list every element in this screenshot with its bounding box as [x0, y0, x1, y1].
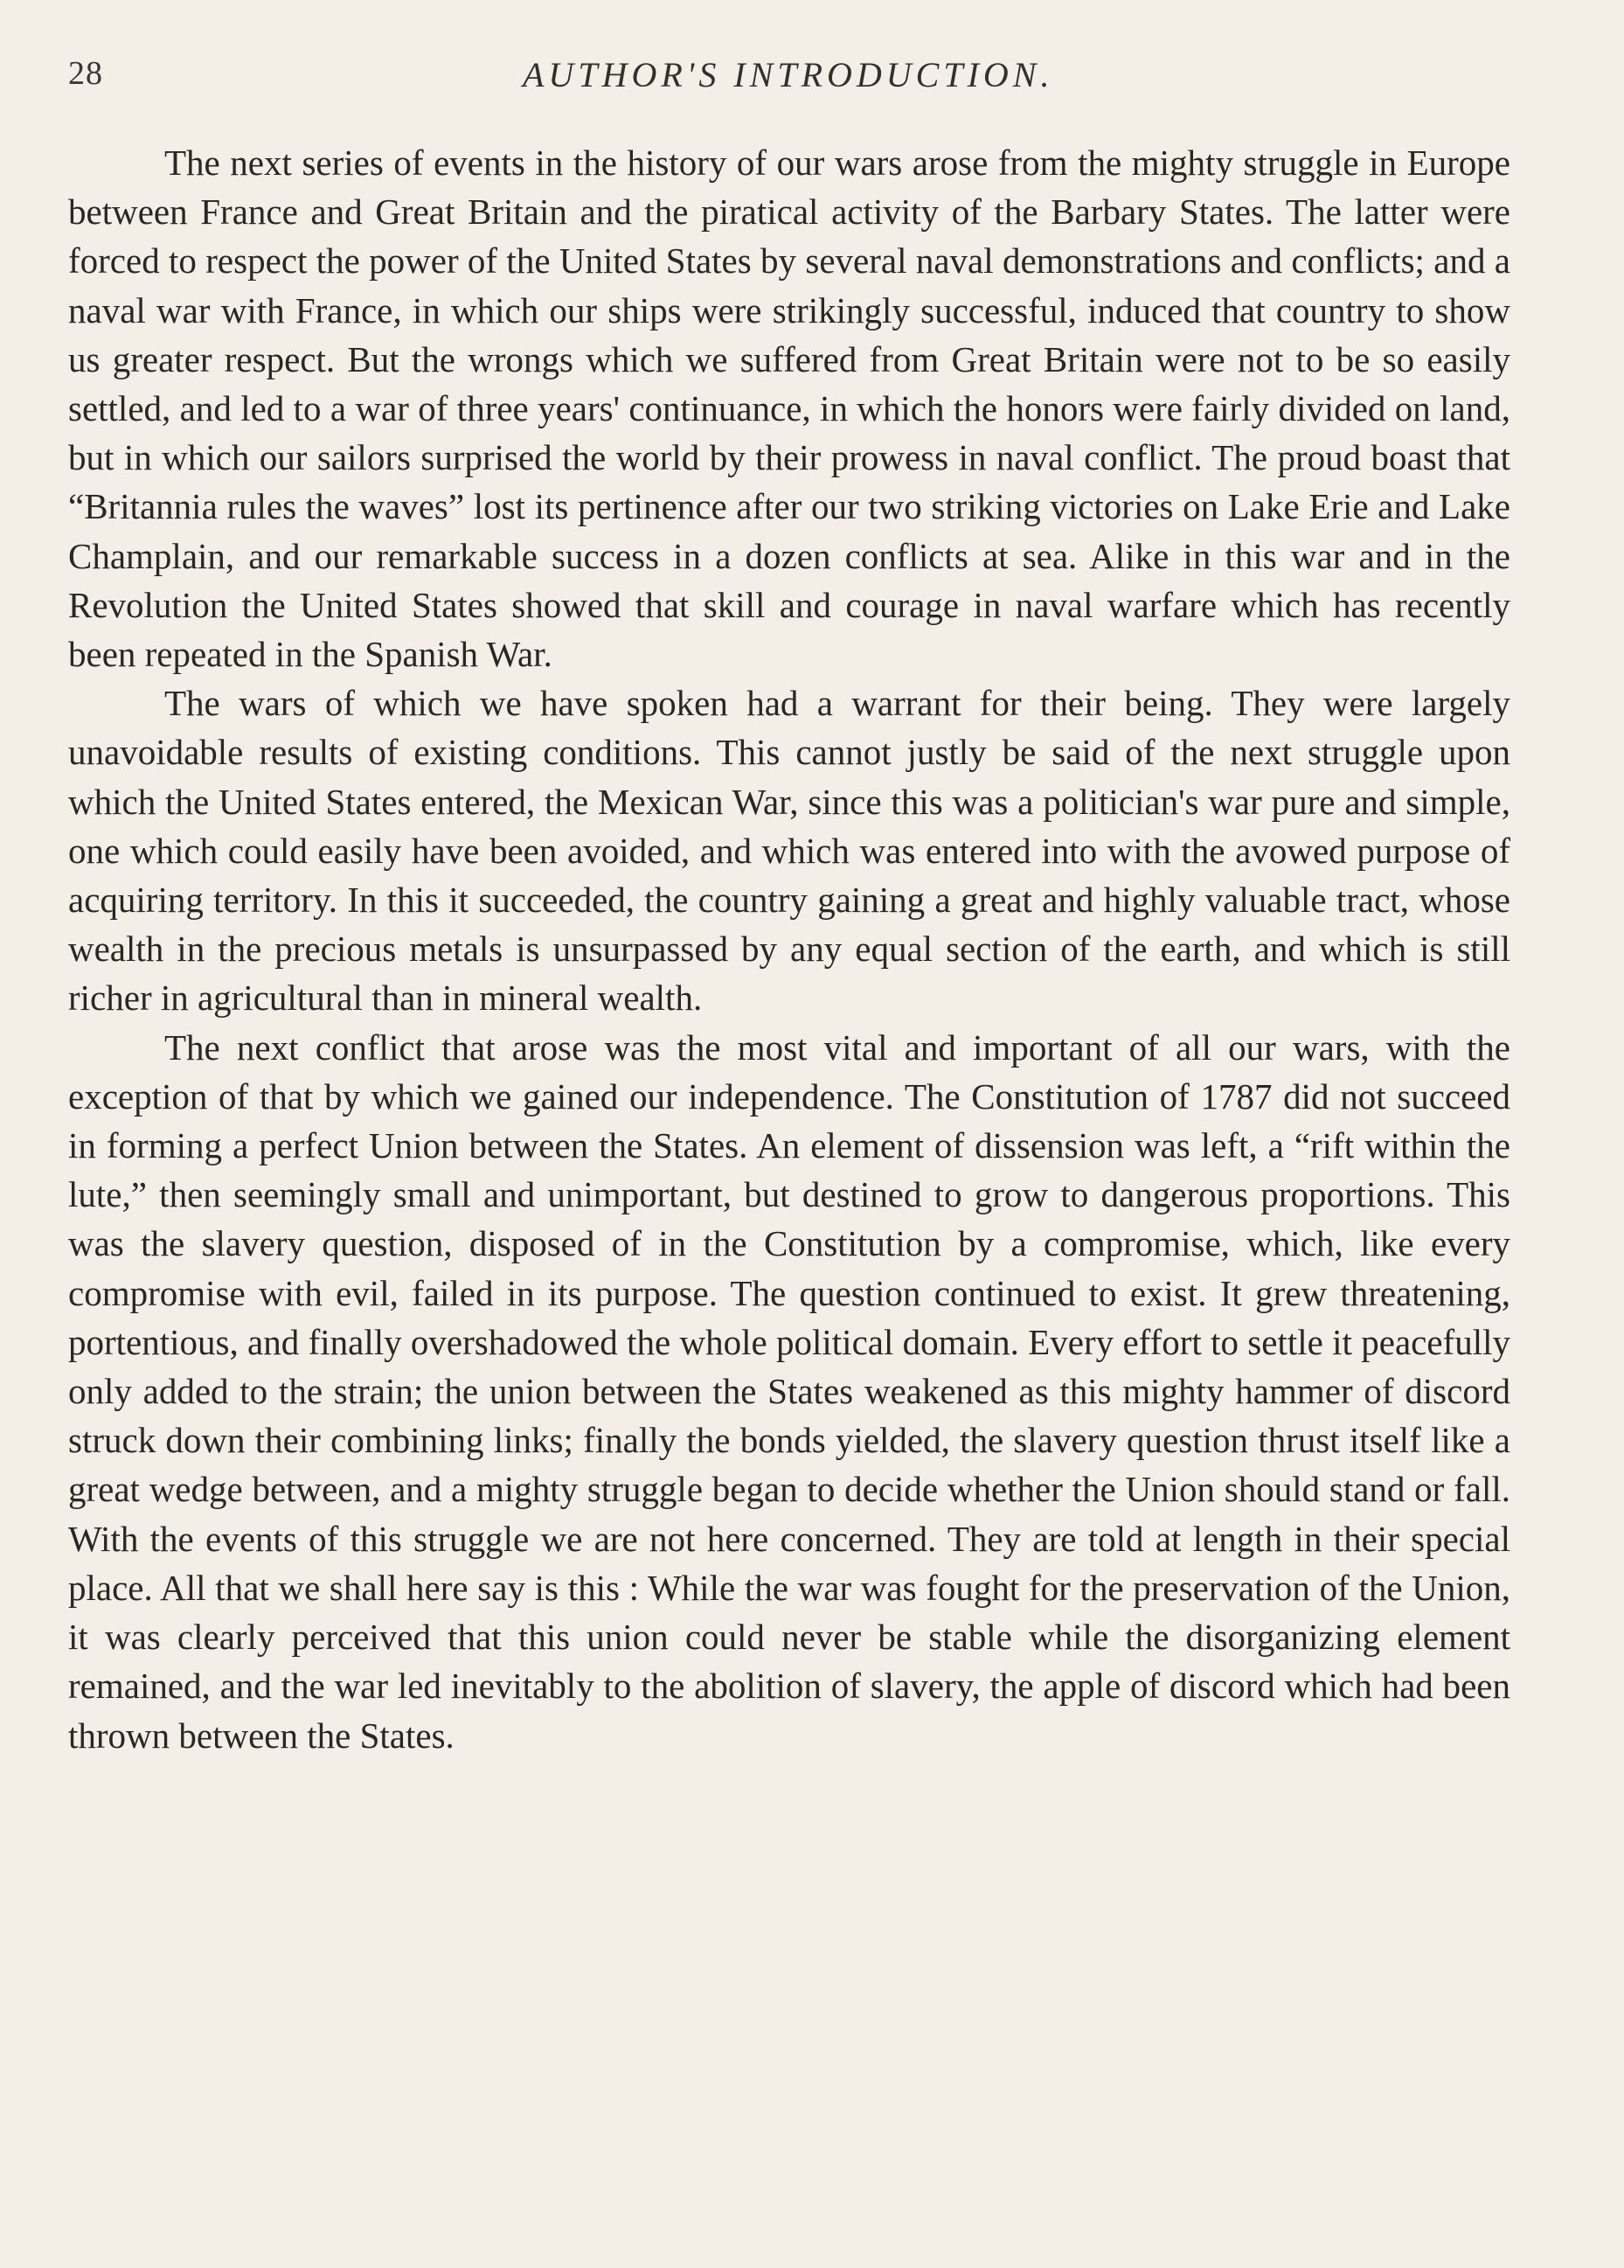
- body-text: [68, 138, 1510, 1760]
- paragraph: The wars of which we have spoken had a warrant for their being. They were largely unavoidable results of existing conditions. This cannot justly be said of the next struggle upon which the United States entered, the Mexican War, since this was a politician's war pure and simple, one which could easily have been avoided, and which was entered into with the avowed purpose of acquiring territory. In this it succeeded, the country gaining a great and highly valuable tract, whose wealth in the precious metals is unsurpassed by any equal section of the earth, and which is still richer in agricultural than in mineral wealth.: [68, 683, 1510, 1019]
- paragraph: The next series of events in the history of our wars arose from the mighty struggle in Europe between France and Great Britain and the piratical activity of the Barbary States. The latter were forced to respect the power of the United States by several naval demonstrations and conflicts; and a naval war with France, in which our ships were strikingly successful, induced that country to show us greater respect. But the wrongs which we suffered from Great Britain were not to be so easily settled, and led to a war of three years' continuance, in which the honors were fairly divided on land, but in which our sailors surprised the world by their prowess in naval conflict. The proud boast that “Britannia rules the waves” lost its pertinence after our two striking victories on Lake Erie and Lake Champlain, and our remarkable success in a dozen conflicts at sea. Alike in this war and in the Revolution the United States showed that skill and courage in naval warfare which has recently been repeated in the Spanish War.: [68, 143, 1510, 675]
- running-title: AUTHOR'S INTRODUCTION.: [523, 55, 1054, 94]
- page-number: 28: [68, 55, 103, 92]
- paragraph: The next conflict that arose was the most vital and important of all our wars, with the exception of that by which we gained our independence. The Constitution of 1787 did not succeed in forming a perfect Union between the States. An element of dissension was left, a “rift within the lute,” then seemingly small and unimportant, but destined to grow to dangerous proportions. This was the slavery question, disposed of in the Constitution by a compromise, which, like every compromise with evil, failed in its purpose. The question continued to exist. It grew threatening, portentious, and finally overshadowed the whole political domain. Every effort to settle it peacefully only added to the strain; the union between the States weakened as this mighty hammer of discord struck down their combining links; finally the bonds yielded, the slavery question thrust itself like a great wedge between, and a mighty struggle began to decide whether the Union should stand or fall. With the events of this struggle we are not here concerned. They are told at length in their special place. All that we shall here say is this : While the war was fought for the preservation of the Union, it was clearly perceived that this union could never be stable while the disorganizing element remained, and the war led inevitably to the abolition of slavery, the apple of discord which had been thrown between the States.: [68, 1026, 1510, 1756]
- running-head: [68, 54, 1510, 107]
